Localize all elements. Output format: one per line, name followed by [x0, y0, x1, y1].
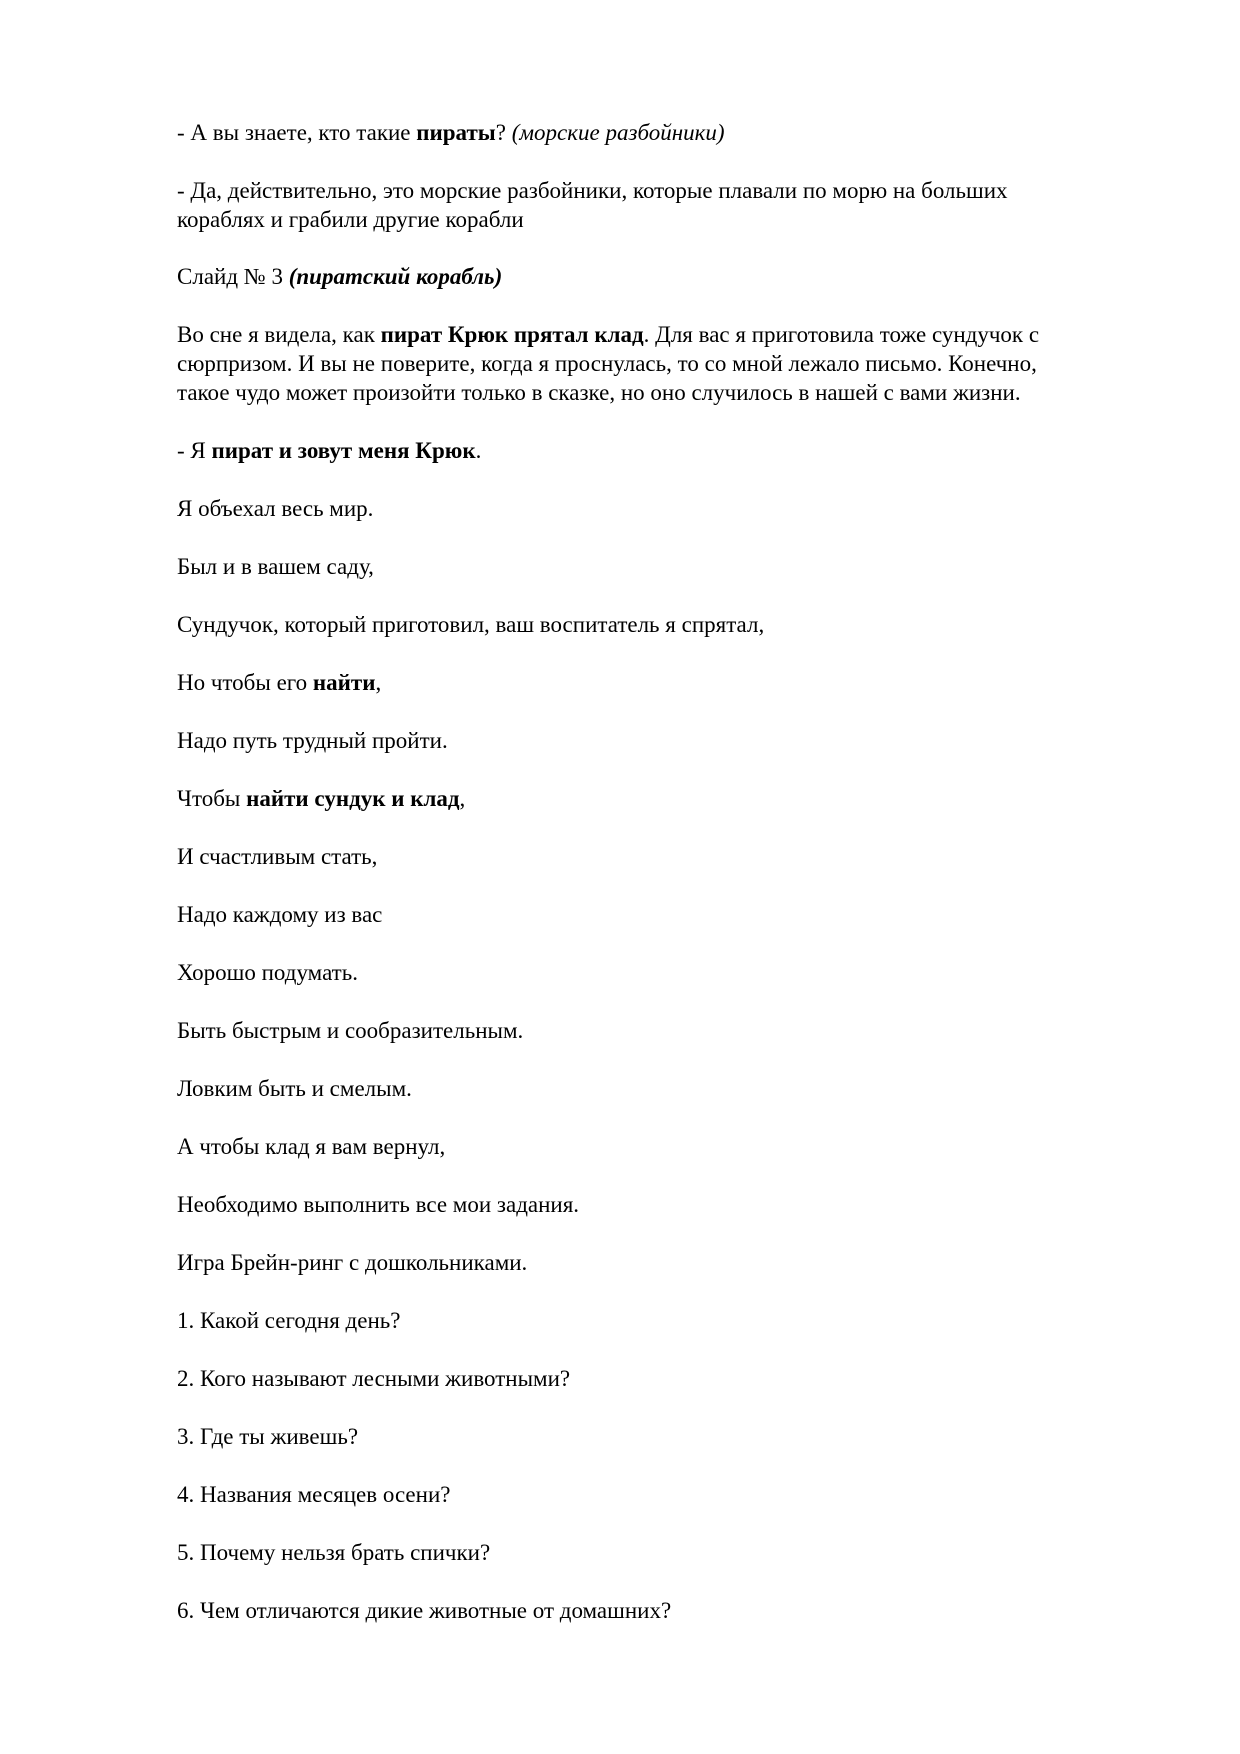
- text-run: ,: [375, 670, 382, 695]
- poem-line: А чтобы клад я вам вернул,: [177, 1134, 446, 1159]
- question-item: 3. Где ты живешь?: [177, 1424, 359, 1449]
- poem-line: [177, 784, 1097, 813]
- paragraph-pirates-question: [177, 118, 1097, 147]
- bold-run: пират Крюк прятал клад: [380, 322, 644, 347]
- game-title: Игра Брейн-ринг с дошкольниками.: [177, 1250, 528, 1275]
- text-run: Но чтобы его: [177, 670, 313, 695]
- poem-line: Был и в вашем саду,: [177, 554, 374, 579]
- text-run: . Для вас я приготовила тоже сундучок с: [643, 322, 1040, 347]
- text-run: Во сне я видела, как: [177, 322, 381, 347]
- paragraph-pirate-hook: [177, 436, 1097, 465]
- bold-run: пираты: [416, 120, 496, 145]
- poem-line: Хорошо подумать.: [177, 960, 358, 985]
- bold-run: пират и зовут меня Крюк: [211, 438, 476, 463]
- text-run: .: [475, 438, 482, 463]
- poem-line: [177, 668, 1097, 697]
- poem-line: Быть быстрым и сообразительным.: [177, 1018, 524, 1043]
- question-item: 2. Кого называют лесными животными?: [177, 1366, 571, 1391]
- bold-run: найти: [312, 670, 376, 695]
- text-run: - Я: [177, 438, 212, 463]
- paragraph-pirates-answer-line-2: кораблях и грабили другие корабли: [177, 207, 524, 232]
- poem-line: Я объехал весь мир.: [177, 496, 374, 521]
- poem-line: Ловким быть и смелым.: [177, 1076, 412, 1101]
- poem-line: И счастливым стать,: [177, 844, 378, 869]
- question-item: 6. Чем отличаются дикие животные от домашних?: [177, 1598, 672, 1623]
- italic-run: (морские разбойники): [511, 120, 725, 145]
- poem-line: Сундучок, который приготовил, ваш воспитатель я спрятал,: [177, 612, 765, 637]
- text-run: ?: [495, 120, 512, 145]
- question-item: 5. Почему нельзя брать спички?: [177, 1540, 491, 1565]
- paragraph-pirates-answer-line-1: - Да, действительно, это морские разбойники, которые плавали по морю на больших: [177, 178, 1008, 203]
- paragraph-dream-line-1: [177, 320, 1097, 349]
- text-run: Чтобы: [177, 786, 247, 811]
- text-run: ,: [459, 786, 466, 811]
- bold-italic-run: (пиратский корабль): [288, 264, 503, 289]
- poem-line: Надо путь трудный пройти.: [177, 728, 448, 753]
- paragraph-slide-3: [177, 262, 1097, 291]
- text-run: Слайд № 3: [177, 264, 289, 289]
- text-run: - А вы знаете, кто такие: [177, 120, 417, 145]
- question-item: 1. Какой сегодня день?: [177, 1308, 401, 1333]
- poem-line: Необходимо выполнить все мои задания.: [177, 1192, 580, 1217]
- bold-run: найти сундук и клад: [246, 786, 460, 811]
- question-item: 4. Названия месяцев осени?: [177, 1482, 451, 1507]
- poem-line: Надо каждому из вас: [177, 902, 383, 927]
- paragraph-dream-line-2: сюрпризом. И вы не поверите, когда я проснулась, то со мной лежало письмо. Конечно,: [177, 351, 1037, 376]
- paragraph-dream-line-3: такое чудо может произойти только в сказке, но оно случилось в нашей с вами жизни.: [177, 380, 1021, 405]
